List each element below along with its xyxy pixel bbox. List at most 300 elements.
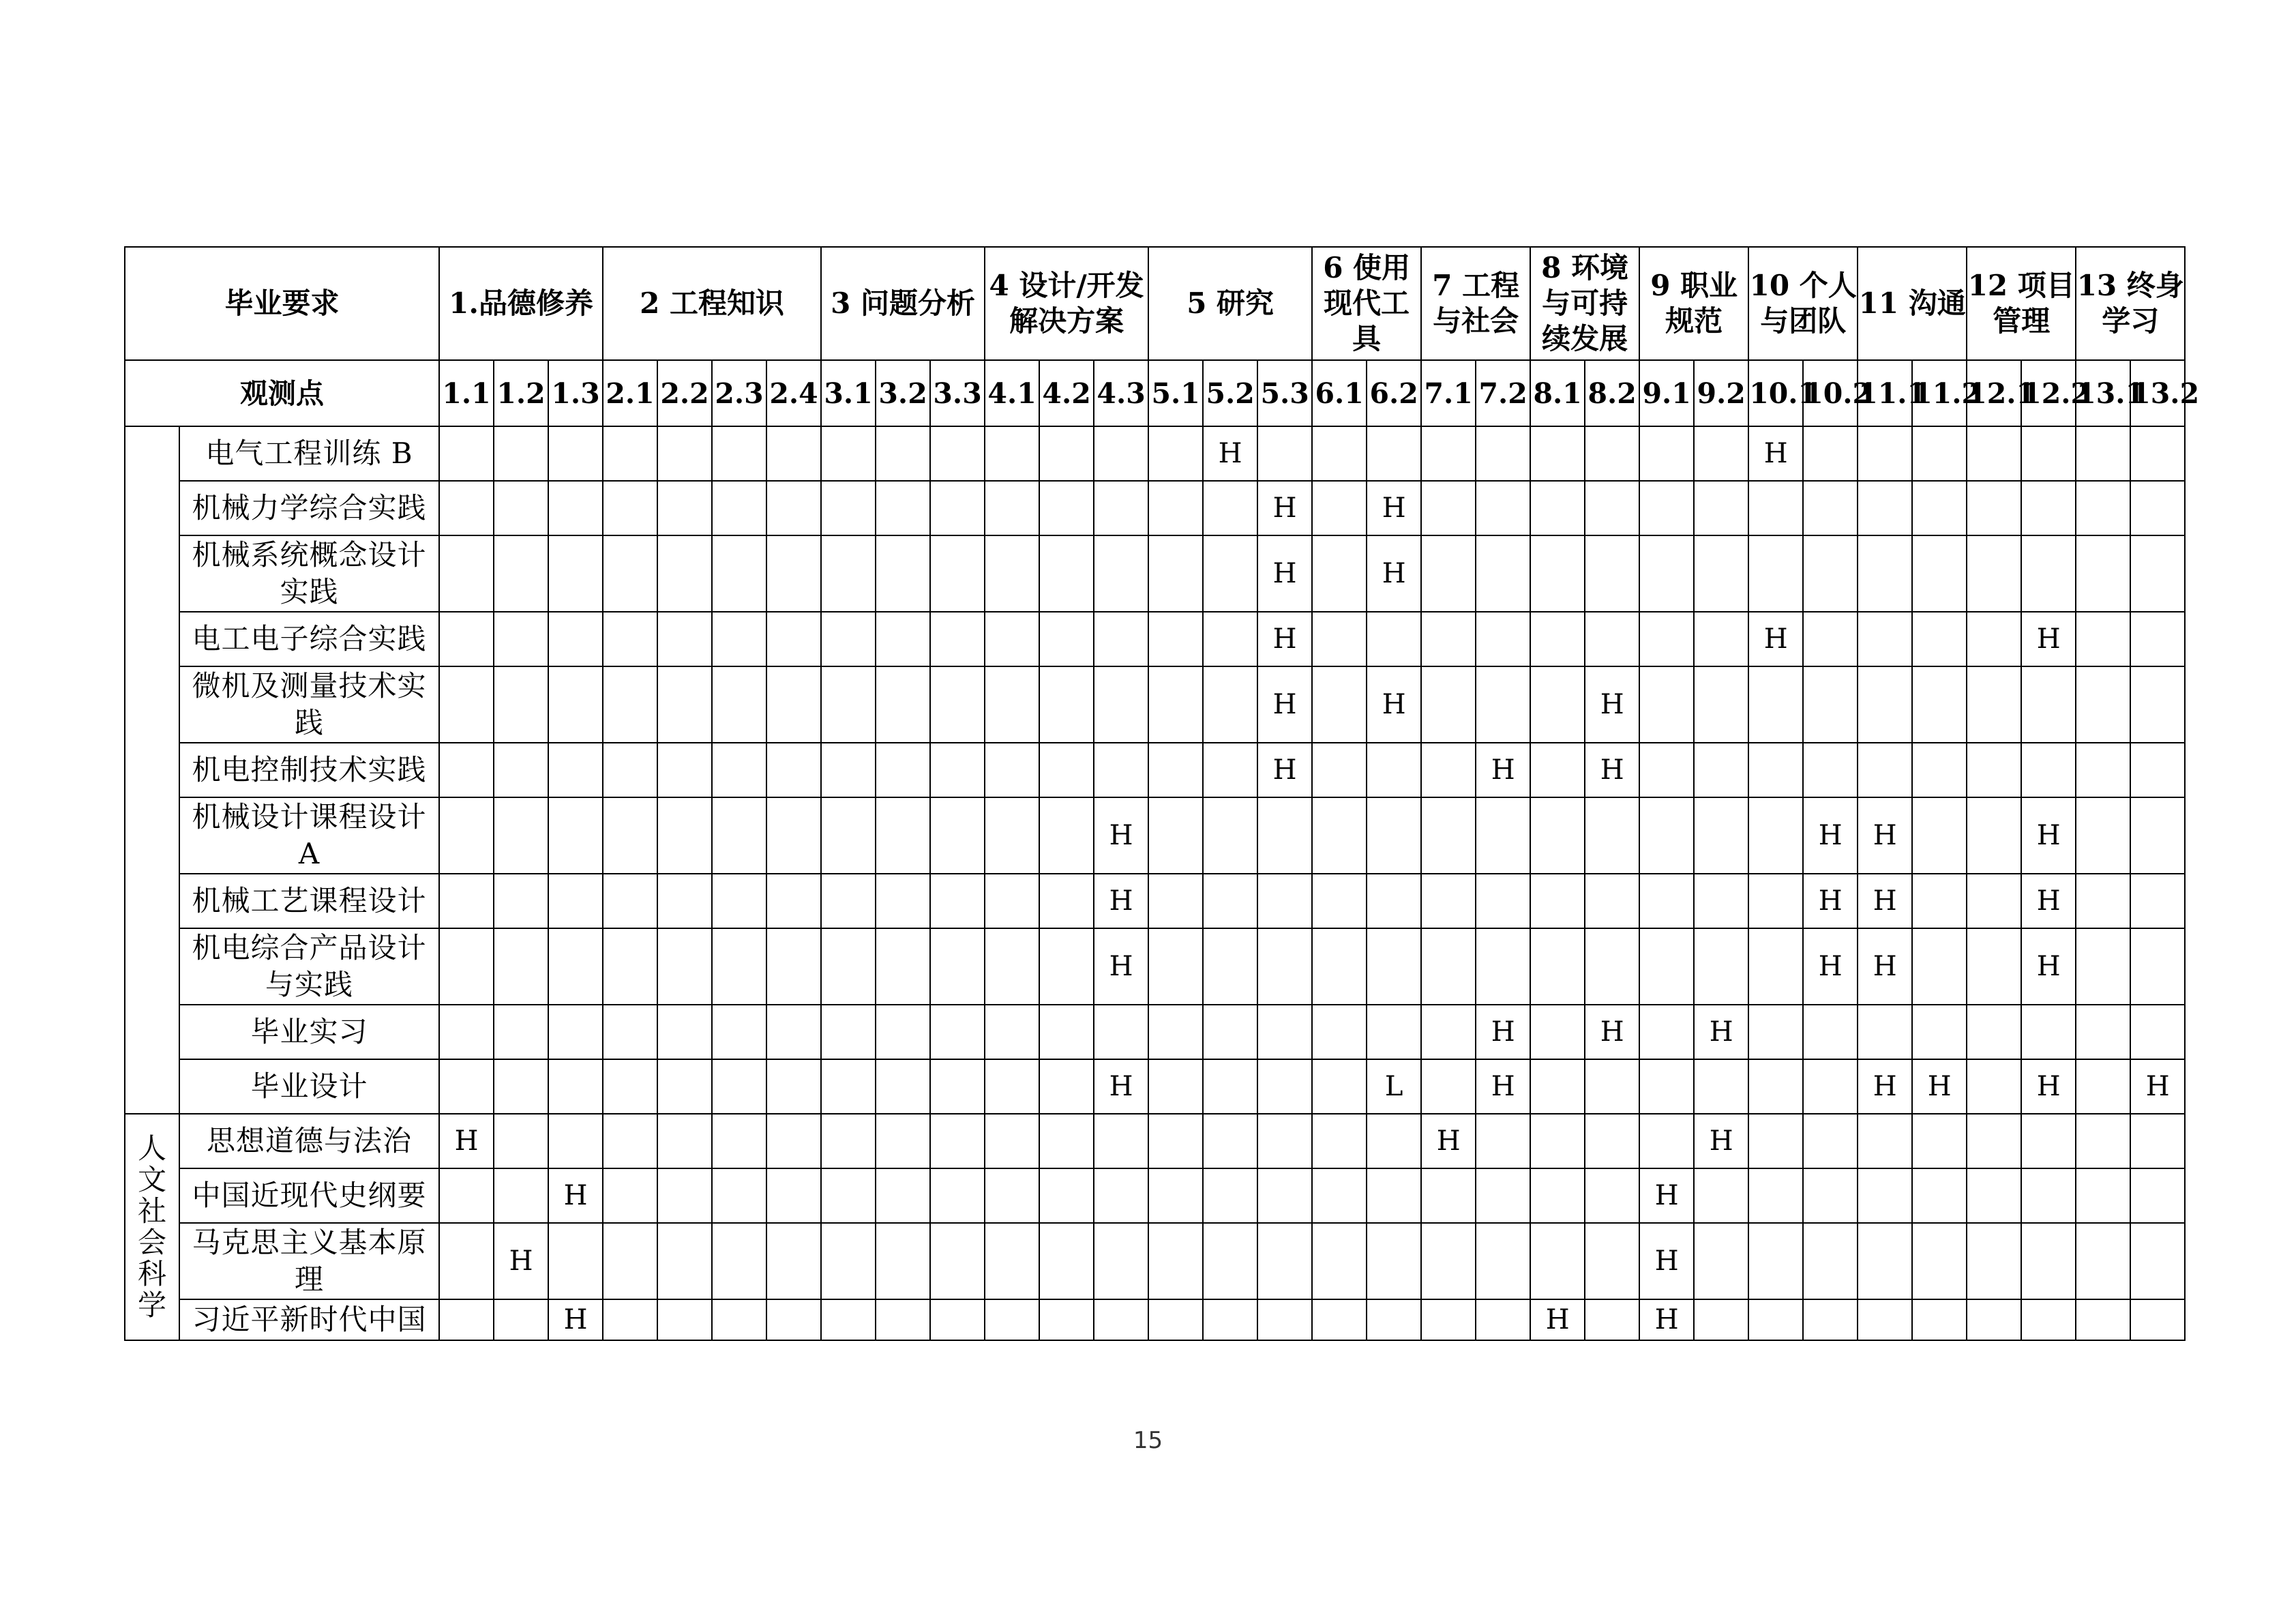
support-cell: H — [1748, 612, 1803, 666]
support-cell — [821, 1299, 876, 1340]
support-cell — [1858, 426, 1912, 481]
support-cell — [439, 1223, 494, 1299]
support-cell — [712, 1299, 766, 1340]
support-cell — [1639, 797, 1694, 874]
group-label-char: 社 — [137, 1194, 166, 1228]
support-cell — [1639, 743, 1694, 797]
course-name: 机械设计课程设计A — [179, 797, 439, 874]
course-name: 毕业设计 — [179, 1059, 439, 1114]
support-cell — [1694, 426, 1748, 481]
course-row — [125, 1168, 2185, 1223]
support-cell — [2130, 874, 2185, 928]
observation-point: 8.2 — [1585, 360, 1639, 426]
support-cell — [985, 928, 1039, 1005]
support-cell — [1203, 874, 1257, 928]
support-cell — [1912, 666, 1967, 743]
observation-point: 1.2 — [494, 360, 548, 426]
requirement-header: 3 问题分析 — [821, 247, 985, 360]
support-cell — [1585, 1168, 1639, 1223]
support-cell — [1094, 426, 1148, 481]
support-cell — [603, 535, 657, 612]
support-cell — [1367, 1223, 1421, 1299]
support-cell — [1530, 1005, 1585, 1059]
support-cell — [985, 743, 1039, 797]
support-cell — [712, 481, 766, 535]
support-cell — [1585, 535, 1639, 612]
support-cell — [1748, 1168, 1803, 1223]
observation-point: 7.1 — [1421, 360, 1476, 426]
course-row — [125, 743, 2185, 797]
observation-point: 9.1 — [1639, 360, 1694, 426]
support-cell — [766, 1223, 821, 1299]
support-cell — [930, 666, 985, 743]
support-cell — [1039, 1299, 1094, 1340]
support-cell — [1912, 743, 1967, 797]
support-cell — [1912, 1299, 1967, 1340]
support-cell — [1967, 1114, 2021, 1168]
support-cell — [1639, 535, 1694, 612]
support-cell — [2076, 797, 2130, 874]
support-cell — [2130, 1223, 2185, 1299]
support-cell — [1421, 666, 1476, 743]
support-cell — [1748, 1005, 1803, 1059]
support-cell — [548, 612, 603, 666]
support-cell — [1967, 1223, 2021, 1299]
group-label-char: 会 — [137, 1226, 166, 1259]
support-cell — [1421, 1059, 1476, 1114]
support-cell — [1912, 1005, 1967, 1059]
support-cell: H — [439, 1114, 494, 1168]
support-cell — [1367, 1299, 1421, 1340]
support-cell: H — [1367, 481, 1421, 535]
support-cell — [494, 535, 548, 612]
support-cell — [1039, 1223, 1094, 1299]
observation-point: 9.2 — [1694, 360, 1748, 426]
support-cell — [2021, 426, 2076, 481]
support-cell — [1367, 612, 1421, 666]
support-cell — [439, 928, 494, 1005]
support-cell — [930, 612, 985, 666]
support-cell — [494, 1299, 548, 1340]
support-cell: H — [2021, 612, 2076, 666]
support-cell — [1148, 535, 1203, 612]
support-cell — [1639, 426, 1694, 481]
support-cell — [1858, 612, 1912, 666]
support-cell — [876, 874, 930, 928]
obs-label: 观测点 — [125, 360, 439, 426]
support-cell — [548, 874, 603, 928]
support-cell — [1748, 1223, 1803, 1299]
support-cell — [821, 928, 876, 1005]
support-cell — [1803, 1114, 1858, 1168]
support-cell — [439, 426, 494, 481]
support-cell — [1039, 1168, 1094, 1223]
observation-point: 12.2 — [2021, 360, 2076, 426]
support-cell — [1039, 797, 1094, 874]
course-row — [125, 928, 2185, 1005]
support-cell — [2076, 928, 2130, 1005]
support-cell — [821, 666, 876, 743]
support-cell — [930, 1059, 985, 1114]
support-cell — [2076, 1114, 2130, 1168]
support-cell — [2130, 743, 2185, 797]
support-cell — [1530, 797, 1585, 874]
support-cell — [1912, 928, 1967, 1005]
support-cell: H — [548, 1299, 603, 1340]
support-cell — [1257, 1223, 1312, 1299]
support-cell — [1421, 535, 1476, 612]
support-cell — [766, 1059, 821, 1114]
support-cell — [821, 612, 876, 666]
support-cell — [821, 1005, 876, 1059]
support-cell — [1203, 535, 1257, 612]
group-label-char: 学 — [137, 1288, 166, 1322]
support-cell: H — [1803, 874, 1858, 928]
support-cell — [439, 666, 494, 743]
support-cell — [930, 1114, 985, 1168]
observation-point: 13.2 — [2130, 360, 2185, 426]
support-cell — [1203, 928, 1257, 1005]
support-cell — [1094, 1299, 1148, 1340]
support-cell — [1421, 928, 1476, 1005]
support-cell — [821, 426, 876, 481]
support-cell — [1694, 1168, 1748, 1223]
support-cell — [2076, 1299, 2130, 1340]
support-cell: H — [1912, 1059, 1967, 1114]
observation-point: 10.2 — [1803, 360, 1858, 426]
support-cell: H — [1694, 1114, 1748, 1168]
support-cell — [548, 1223, 603, 1299]
support-cell: H — [2021, 928, 2076, 1005]
support-cell — [2076, 1005, 2130, 1059]
support-cell — [985, 535, 1039, 612]
support-cell — [712, 426, 766, 481]
support-cell — [1748, 1114, 1803, 1168]
support-cell — [1421, 743, 1476, 797]
graduation-requirements-matrix — [124, 246, 2200, 1341]
support-cell — [2076, 426, 2130, 481]
support-cell — [1912, 481, 1967, 535]
course-row — [125, 797, 2185, 874]
support-cell — [2076, 535, 2130, 612]
support-cell — [876, 743, 930, 797]
support-cell — [821, 1168, 876, 1223]
support-cell: H — [1203, 426, 1257, 481]
support-cell — [712, 1114, 766, 1168]
requirement-header: 2 工程知识 — [603, 247, 821, 360]
course-group-label — [125, 1114, 179, 1340]
support-cell: H — [1094, 928, 1148, 1005]
support-cell: H — [1639, 1299, 1694, 1340]
support-cell — [1148, 1299, 1203, 1340]
support-cell — [766, 535, 821, 612]
support-cell — [1912, 535, 1967, 612]
support-cell — [712, 797, 766, 874]
support-cell — [548, 1114, 603, 1168]
support-cell — [1421, 874, 1476, 928]
support-cell — [657, 1059, 712, 1114]
support-cell: H — [1257, 612, 1312, 666]
support-cell — [1530, 535, 1585, 612]
observation-point: 11.1 — [1858, 360, 1912, 426]
support-cell — [439, 612, 494, 666]
support-cell — [1148, 426, 1203, 481]
support-cell — [712, 1059, 766, 1114]
support-cell — [603, 1114, 657, 1168]
course-row — [125, 481, 2185, 535]
support-cell — [930, 1005, 985, 1059]
support-cell — [1203, 1223, 1257, 1299]
support-cell — [985, 666, 1039, 743]
support-cell — [494, 928, 548, 1005]
observation-point: 1.3 — [548, 360, 603, 426]
requirement-header: 6 使用现代工具 — [1312, 247, 1421, 360]
support-cell — [2021, 481, 2076, 535]
support-cell: H — [1858, 874, 1912, 928]
support-cell — [1639, 1114, 1694, 1168]
support-cell: H — [1748, 426, 1803, 481]
support-cell — [1748, 535, 1803, 612]
support-cell — [876, 426, 930, 481]
support-cell — [657, 1005, 712, 1059]
support-cell — [712, 874, 766, 928]
support-cell — [766, 426, 821, 481]
support-cell — [930, 1168, 985, 1223]
support-cell — [1421, 1299, 1476, 1340]
support-cell — [1858, 535, 1912, 612]
support-cell — [1530, 426, 1585, 481]
course-name: 微机及测量技术实践 — [179, 666, 439, 743]
support-cell — [1203, 743, 1257, 797]
support-cell — [1148, 1168, 1203, 1223]
support-cell — [494, 1005, 548, 1059]
support-cell — [1912, 874, 1967, 928]
support-cell — [494, 797, 548, 874]
support-cell — [1694, 612, 1748, 666]
support-cell — [2021, 666, 2076, 743]
course-name: 机电控制技术实践 — [179, 743, 439, 797]
support-cell — [1967, 426, 2021, 481]
observation-point: 11.2 — [1912, 360, 1967, 426]
support-cell — [1312, 1223, 1367, 1299]
course-name: 思想道德与法治 — [179, 1114, 439, 1168]
support-cell — [1476, 797, 1530, 874]
support-cell — [1312, 612, 1367, 666]
support-cell — [2076, 1223, 2130, 1299]
support-cell — [712, 1005, 766, 1059]
support-cell — [985, 1114, 1039, 1168]
support-cell — [1476, 1168, 1530, 1223]
support-cell — [1967, 1005, 2021, 1059]
support-cell — [1039, 928, 1094, 1005]
support-cell — [766, 874, 821, 928]
support-cell — [1803, 1059, 1858, 1114]
page-number: 15 — [1133, 1427, 1163, 1454]
support-cell — [2021, 1168, 2076, 1223]
support-cell — [1912, 1168, 1967, 1223]
support-cell — [930, 797, 985, 874]
course-row — [125, 666, 2185, 743]
support-cell — [603, 797, 657, 874]
support-cell — [2021, 1005, 2076, 1059]
support-cell — [1094, 666, 1148, 743]
support-cell — [821, 481, 876, 535]
support-cell — [548, 928, 603, 1005]
observation-point: 5.1 — [1148, 360, 1203, 426]
support-cell — [1967, 666, 2021, 743]
support-cell — [1912, 1114, 1967, 1168]
support-cell — [657, 535, 712, 612]
support-cell — [1039, 1114, 1094, 1168]
support-cell — [1585, 1299, 1639, 1340]
course-row — [125, 874, 2185, 928]
support-cell — [1803, 1223, 1858, 1299]
support-cell — [439, 1299, 494, 1340]
course-name: 习近平新时代中国 — [179, 1299, 439, 1340]
requirement-header: 8 环境与可持续发展 — [1530, 247, 1639, 360]
support-cell — [494, 612, 548, 666]
support-cell — [1912, 426, 1967, 481]
support-cell — [439, 797, 494, 874]
support-cell — [657, 666, 712, 743]
support-cell — [603, 874, 657, 928]
requirements-header-row — [125, 247, 2185, 360]
support-cell: H — [1694, 1005, 1748, 1059]
support-cell — [876, 1168, 930, 1223]
support-cell — [821, 535, 876, 612]
observation-point: 3.1 — [821, 360, 876, 426]
support-cell — [766, 1005, 821, 1059]
support-cell — [657, 612, 712, 666]
support-cell — [876, 535, 930, 612]
support-cell — [439, 874, 494, 928]
observation-point: 2.4 — [766, 360, 821, 426]
support-cell — [2130, 928, 2185, 1005]
support-cell — [930, 481, 985, 535]
support-cell — [1094, 481, 1148, 535]
support-cell — [2021, 535, 2076, 612]
support-cell — [985, 1223, 1039, 1299]
observation-point: 5.2 — [1203, 360, 1257, 426]
support-cell: H — [1094, 1059, 1148, 1114]
support-cell: H — [1585, 743, 1639, 797]
support-cell — [1367, 874, 1421, 928]
requirement-header: 5 研究 — [1148, 247, 1312, 360]
support-cell: H — [1585, 666, 1639, 743]
support-cell — [1148, 1114, 1203, 1168]
support-cell — [494, 426, 548, 481]
support-cell — [1585, 874, 1639, 928]
support-cell — [1858, 1223, 1912, 1299]
header-label: 毕业要求 — [125, 247, 439, 360]
observation-point: 4.1 — [985, 360, 1039, 426]
support-cell — [1203, 1114, 1257, 1168]
support-cell — [1639, 1059, 1694, 1114]
course-row — [125, 535, 2185, 612]
support-cell — [1694, 535, 1748, 612]
support-cell — [2130, 1114, 2185, 1168]
support-cell — [2130, 481, 2185, 535]
support-cell — [1694, 1059, 1748, 1114]
support-cell — [1858, 1299, 1912, 1340]
support-cell — [821, 1114, 876, 1168]
support-cell — [1039, 535, 1094, 612]
support-cell — [712, 666, 766, 743]
support-cell — [1257, 1059, 1312, 1114]
requirement-header: 9 职业规范 — [1639, 247, 1748, 360]
support-cell — [1148, 928, 1203, 1005]
support-cell — [930, 928, 985, 1005]
support-cell — [1476, 666, 1530, 743]
course-row — [125, 612, 2185, 666]
support-cell — [1912, 1223, 1967, 1299]
support-cell — [1312, 1005, 1367, 1059]
support-cell — [930, 874, 985, 928]
support-cell — [439, 1059, 494, 1114]
group-label-char: 科 — [137, 1257, 166, 1290]
support-cell — [985, 874, 1039, 928]
support-cell — [1748, 1299, 1803, 1340]
support-cell — [548, 666, 603, 743]
support-cell — [1803, 666, 1858, 743]
support-cell: L — [1367, 1059, 1421, 1114]
support-cell — [1203, 1059, 1257, 1114]
support-cell — [1530, 1168, 1585, 1223]
support-cell — [1694, 666, 1748, 743]
support-cell — [766, 928, 821, 1005]
support-cell — [1203, 1299, 1257, 1340]
requirement-header: 12 项目管理 — [1967, 247, 2076, 360]
support-cell — [766, 743, 821, 797]
support-cell — [985, 612, 1039, 666]
group-label-char: 人 — [137, 1132, 166, 1165]
support-cell — [1094, 1223, 1148, 1299]
support-cell: H — [548, 1168, 603, 1223]
support-cell — [985, 797, 1039, 874]
support-cell — [657, 928, 712, 1005]
support-cell: H — [1257, 535, 1312, 612]
support-cell — [1803, 743, 1858, 797]
support-cell: H — [1639, 1168, 1694, 1223]
support-cell — [1694, 928, 1748, 1005]
support-cell — [1312, 743, 1367, 797]
course-name: 毕业实习 — [179, 1005, 439, 1059]
support-cell — [1967, 743, 2021, 797]
support-cell — [985, 1299, 1039, 1340]
support-cell — [1585, 1114, 1639, 1168]
support-cell — [766, 481, 821, 535]
support-cell — [1257, 928, 1312, 1005]
support-cell: H — [1476, 743, 1530, 797]
support-cell — [985, 426, 1039, 481]
support-cell: H — [2021, 797, 2076, 874]
support-cell — [1476, 1299, 1530, 1340]
support-cell — [2130, 1299, 2185, 1340]
support-cell — [657, 797, 712, 874]
support-cell — [1967, 535, 2021, 612]
support-cell: H — [1858, 1059, 1912, 1114]
course-row — [125, 1059, 2185, 1114]
support-cell: H — [1803, 797, 1858, 874]
observation-point: 1.1 — [439, 360, 494, 426]
support-cell — [876, 797, 930, 874]
course-name: 中国近现代史纲要 — [179, 1168, 439, 1223]
support-cell — [1803, 481, 1858, 535]
support-cell — [1421, 1005, 1476, 1059]
support-cell — [1858, 1005, 1912, 1059]
support-cell — [1967, 481, 2021, 535]
support-cell — [1148, 481, 1203, 535]
